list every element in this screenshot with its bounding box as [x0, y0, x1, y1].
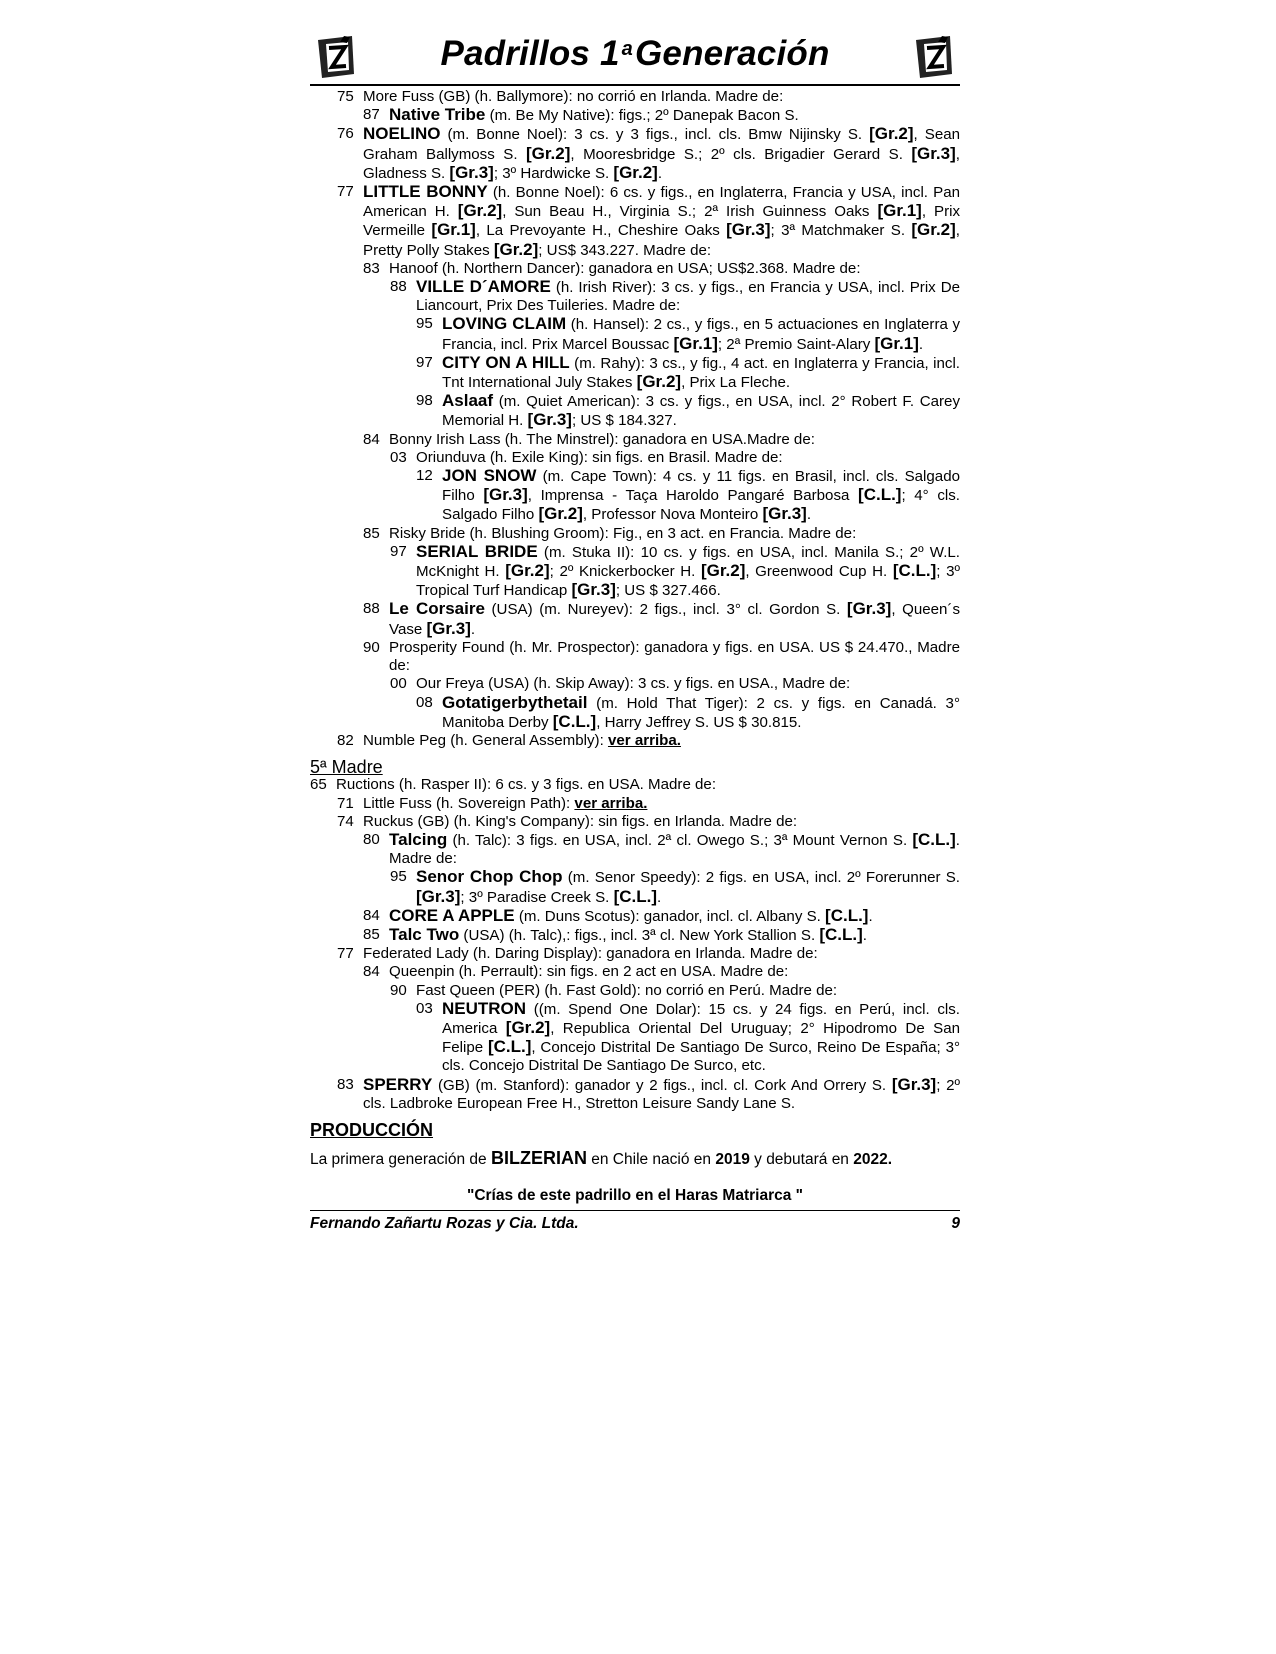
section-heading-5th-mare: 5ª Madre	[310, 757, 383, 778]
pedigree-entry: 84 Bonny Irish Lass (h. The Minstrel): ganadora en USA.Madre de:	[363, 430, 815, 448]
pedigree-entry: 03 Oriunduva (h. Exile King): sin figs. en Brasil. Madre de:	[390, 448, 783, 466]
pedigree-entry: 77 LITTLE BONNY (h. Bonne Noel): 6 cs. y figs., en Inglaterra, Francia y USA, incl. Pan American H. [Gr.2], Sun Beau H., Virginia S.; 2ª Irish Guinness Oaks [Gr.1], Prix Vermeille [Gr.1], La Prevoyante H., Cheshire Oaks [Gr.3]; 3ª Matchmaker S. [Gr.2], Pretty Polly Stakes [Gr.2]; US$ 343.227. Madre de:	[337, 182, 961, 259]
haras-quote: "Crías de este padrillo en el Haras Matriarca "	[310, 1187, 960, 1210]
pedigree-entry: 71 Little Fuss (h. Sovereign Path): ver arriba.	[337, 794, 648, 812]
pedigree-entry: 00 Our Freya (USA) (h. Skip Away): 3 cs. y figs. en USA., Madre de:	[390, 675, 851, 693]
section-heading-produccion: PRODUCCIÓN	[310, 1119, 434, 1140]
footer-company: Fernando Zañartu Rozas y Cia. Ltda.	[310, 1214, 579, 1232]
pedigree-content	[310, 88, 960, 1233]
pedigree-entry: 76 NOELINO (m. Bonne Noel): 3 cs. y 3 figs., incl. cls. Bmw Nijinsky S. [Gr.2], Sean Graham Ballymoss S. [Gr.2], Mooresbridge S.; 2º cls. Brigadier Gerard S. [Gr.3], Gladness S. [Gr.3]; 3º Hardwicke S. [Gr.2].	[337, 124, 961, 182]
page	[310, 30, 960, 1233]
pedigree-entry: 83 SPERRY (GB) (m. Stanford): ganador y 2 figs., incl. cl. Cork And Orrery S. [Gr.3]; 2º cls. Ladbroke European Free H., Stretton Leisure Sandy Lane S.	[337, 1074, 961, 1112]
pedigree-entry: 82 Numble Peg (h. General Assembly): ver arriba.	[337, 731, 681, 749]
page-footer	[310, 1215, 960, 1233]
pedigree-entry: 74 Ruckus (GB) (h. King's Company): sin figs. en Irlanda. Madre de:	[337, 812, 798, 830]
pedigree-entry: 85 Talc Two (USA) (h. Talc),: figs., incl. 3ª cl. New York Stallion S. [C.L.].	[363, 924, 867, 944]
pedigree-entry: 87 Native Tribe (m. Be My Native): figs.; 2º Danepak Bacon S.	[363, 105, 799, 125]
pedigree-entry: 65 Ructions (h. Rasper II): 6 cs. y 3 figs. en USA. Madre de:	[310, 776, 717, 794]
pedigree-entry: 90 Fast Queen (PER) (h. Fast Gold): no corrió en Perú. Madre de:	[390, 981, 838, 999]
produccion-text: La primera generación de BILZERIAN en Chile nació en 2019 y debutará en 2022.	[310, 1148, 893, 1169]
pedigree-entry: 83 Hanoof (h. Northern Dancer): ganadora en USA; US$2.368. Madre de:	[363, 259, 861, 277]
pedigree-entry: 97 SERIAL BRIDE (m. Stuka II): 10 cs. y figs. en USA, incl. Manila S.; 2º W.L. McKnight H. [Gr.2]; 2º Knickerbocker H. [Gr.2], Greenwood Cup H. [C.L.]; 3º Tropical Turf Handicap [Gr.3]; US $ 327.466.	[390, 541, 960, 600]
pedigree-entry: 03 NEUTRON ((m. Spend One Dolar): 15 cs. y 24 figs. en Perú, incl. cls. America [Gr.2], Republica Oriental Del Uruguay; 2° Hipodromo De San Felipe [C.L.], Concejo Distrital De Santiago De Surco, Reino De España; 3° cls. Concejo Distrital De Santiago De Surco, etc.	[416, 998, 960, 1075]
haras-logo-icon	[912, 34, 956, 80]
pedigree-entry: 88 VILLE D´AMORE (h. Irish River): 3 cs. y figs., en Francia y USA, incl. Prix De Liancourt, Prix Des Tuileries. Madre de:	[390, 277, 960, 315]
pedigree-entry: 95 LOVING CLAIM (h. Hansel): 2 cs., y figs., en 5 actuaciones en Inglaterra y Francia, incl. Prix Marcel Boussac [Gr.1]; 2ª Premio Saint-Alary [Gr.1].	[416, 314, 961, 353]
pedigree-entry: 98 Aslaaf (m. Quiet American): 3 cs. y figs., en USA, incl. 2° Robert F. Carey Memorial H. [Gr.3]; US $ 184.327.	[416, 391, 960, 430]
page-header	[310, 30, 960, 86]
page-number: 9	[951, 1214, 960, 1232]
see-above-link: ver arriba.	[574, 794, 648, 812]
pedigree-entry: 80 Talcing (h. Talc): 3 figs. en USA, incl. 2ª cl. Owego S.; 3ª Mount Vernon S. [C.L.]. Madre de:	[363, 829, 960, 868]
page-title: Padrillos 1 $^a$Generación	[440, 34, 830, 73]
pedigree-entry: 97 CITY ON A HILL (m. Rahy): 3 cs., y fig., 4 act. en Inglaterra y Francia, incl. Tnt International July Stakes [Gr.2], Prix La Fleche.	[416, 352, 960, 392]
pedigree-entry: 88 Le Corsaire (USA) (m. Nureyev): 2 figs., incl. 3° cl. Gordon S. [Gr.3], Queen´s Vase [Gr.3].	[363, 599, 960, 638]
pedigree-entry: 90 Prosperity Found (h. Mr. Prospector): ganadora y figs. en USA. US $ 24.470., Madre de:	[363, 638, 960, 675]
pedigree-entry: 77 Federated Lady (h. Daring Display): ganadora en Irlanda. Madre de:	[337, 945, 818, 963]
pedigree-entry: 84 CORE A APPLE (m. Duns Scotus): ganador, incl. cl. Albany S. [C.L.].	[363, 905, 873, 925]
see-above-link: ver arriba.	[607, 731, 681, 749]
pedigree-entry: 08 Gotatigerbythetail (m. Hold That Tiger): 2 cs. y figs. en Canadá. 3° Manitoba Derby [C.L.], Harry Jeffrey S. US $ 30.815.	[416, 692, 960, 731]
pedigree-entry: 12 JON SNOW (m. Cape Town): 4 cs. y 11 figs. en Brasil, incl. cls. Salgado Filho [Gr.3], Imprensa - Taça Haroldo Pangaré Barbosa [C.L.]; 4° cls. Salgado Filho [Gr.2], Professor Nova Monteiro [Gr.3].	[416, 466, 960, 524]
pedigree-entry: 95 Senor Chop Chop (m. Senor Speedy): 2 figs. en USA, incl. 2º Forerunner S. [Gr.3]; 3º Paradise Creek S. [C.L.].	[390, 867, 961, 906]
pedigree-entry: 85 Risky Bride (h. Blushing Groom): Fig., en 3 act. en Francia. Madre de:	[363, 524, 857, 542]
pedigree-entry: 84 Queenpin (h. Perrault): sin figs. en 2 act en USA. Madre de:	[363, 963, 789, 981]
pedigree-entry: 75 More Fuss (GB) (h. Ballymore): no corrió en Irlanda. Madre de:	[337, 88, 784, 105]
